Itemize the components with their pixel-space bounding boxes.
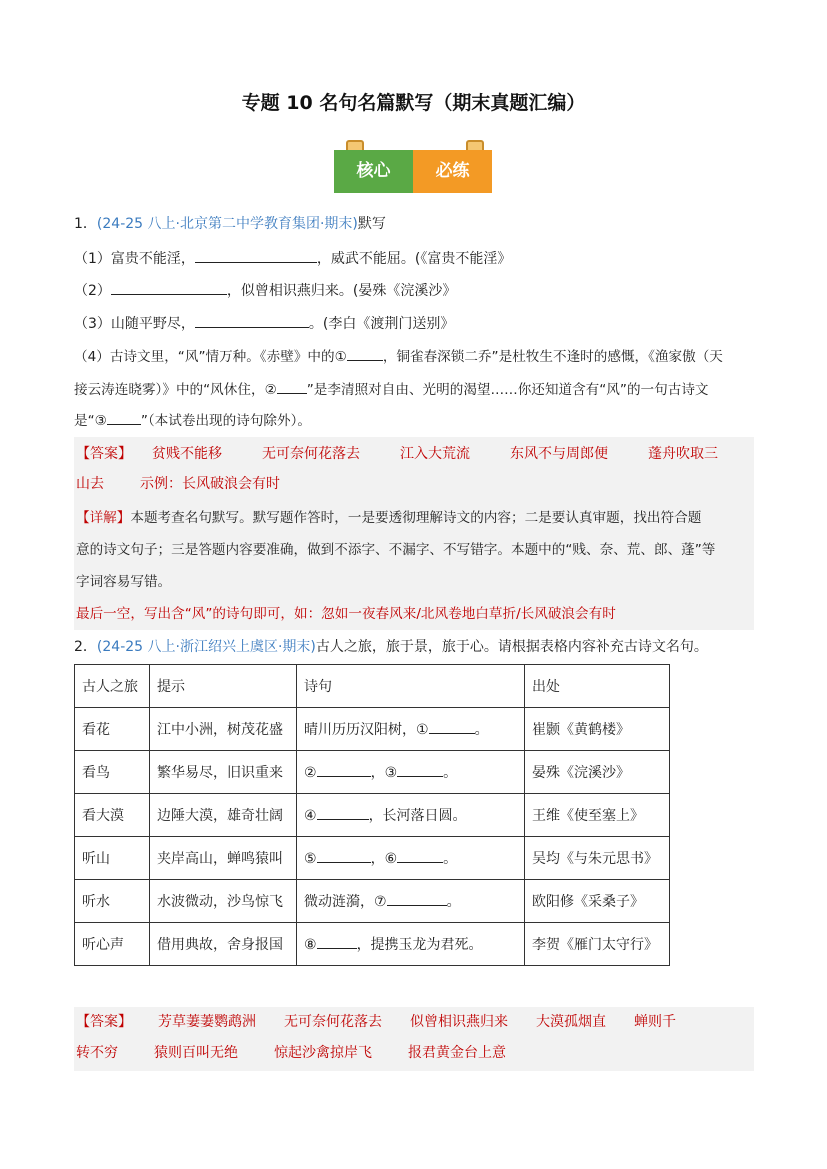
answer-item: 江入大荒流 bbox=[400, 446, 470, 462]
table-header-row bbox=[75, 665, 670, 708]
table-row bbox=[75, 880, 670, 923]
table-cell: 看花 bbox=[75, 708, 150, 751]
table-cell: 繁华易尽，旧识重来 bbox=[150, 751, 297, 794]
table-cell: ⑤ ，⑥ 。 bbox=[297, 837, 525, 880]
answer-blank[interactable] bbox=[111, 280, 227, 295]
badge-right-label: 必练 bbox=[413, 150, 492, 193]
answer-item: 芳草萋萋鹦鹉洲 bbox=[158, 1014, 256, 1030]
item-text: ”（本试卷出现的诗句除外）。 bbox=[140, 413, 311, 429]
q1-item-3 bbox=[74, 313, 764, 334]
answer-item: 似曾相识燕归来 bbox=[410, 1014, 508, 1030]
q1-detail-line-1 bbox=[76, 507, 701, 529]
answer-item: 无可奈何花落去 bbox=[262, 446, 360, 462]
answer-label: 【答案】 bbox=[76, 446, 132, 462]
answer-item: 蓬舟吹取三 bbox=[648, 446, 718, 462]
item-text: （3）山随平野尽， bbox=[74, 316, 195, 332]
answer-item: 贫贱不能移 bbox=[152, 446, 222, 462]
answer-item: 无可奈何花落去 bbox=[284, 1014, 382, 1030]
answer-label: 【答案】 bbox=[76, 1014, 132, 1030]
answer-blank[interactable] bbox=[317, 762, 371, 777]
table-cell: 夹岸高山，蝉鸣猿叫 bbox=[150, 837, 297, 880]
question-text: 古人之旅，旅于景，旅于心。请根据表格内容补充古诗文名句。 bbox=[315, 639, 708, 655]
answer-blank[interactable] bbox=[397, 848, 443, 863]
detail-label: 【详解】 bbox=[76, 510, 131, 526]
item-text: 接云涛连晓雾）》中的“风休住， bbox=[74, 382, 265, 398]
item-text: 。(李白《渡荆门送别》 bbox=[308, 316, 455, 332]
question-number: 2． bbox=[74, 639, 97, 655]
answer-item: 示例：长风破浪会有时 bbox=[140, 476, 280, 492]
item-text: （4）古诗文里，“风”情万种。《赤壁》中的 bbox=[74, 349, 335, 365]
q1-item-4-line-3 bbox=[74, 410, 764, 431]
table-cell: 借用典故，舍身报国 bbox=[150, 923, 297, 966]
q1-detail-line-4: 最后一空，写出含“风”的诗句即可，如：忽如一夜春风来/北风卷地白草折/长风破浪会有时 bbox=[76, 606, 616, 622]
question-number: 1． bbox=[74, 216, 97, 232]
item-text: （1）富贵不能淫， bbox=[74, 251, 195, 267]
table-cell: 欧阳修《采桑子》 bbox=[525, 880, 670, 923]
answer-blank[interactable] bbox=[107, 410, 141, 425]
item-text: ，铜雀春深锁二乔”是杜牧生不逢时的感慨，《渔家傲（天 bbox=[382, 349, 723, 365]
table-row bbox=[75, 794, 670, 837]
item-text: （2） bbox=[74, 283, 111, 299]
answer-blank[interactable] bbox=[277, 379, 307, 394]
answer-item: 转不穷 bbox=[76, 1045, 118, 1061]
table-cell: 吴均《与朱元思书》 bbox=[525, 837, 670, 880]
poem-table bbox=[74, 664, 670, 966]
table-cell: 微动涟漪，⑦ 。 bbox=[297, 880, 525, 923]
table-cell: 看鸟 bbox=[75, 751, 150, 794]
answer-blank[interactable] bbox=[317, 934, 357, 949]
item-text: ”是李清照对自由、光明的渴望……你还知道含有“风”的一句古诗文 bbox=[306, 382, 709, 398]
answer-blank[interactable] bbox=[317, 805, 369, 820]
table-cell: 崔颢《黄鹤楼》 bbox=[525, 708, 670, 751]
q1-answer-line-1 bbox=[76, 443, 718, 465]
table-header: 诗句 bbox=[297, 665, 525, 708]
answer-item: 猿则百叫无绝 bbox=[154, 1045, 238, 1061]
blank-marker: ① bbox=[334, 349, 347, 365]
q1-detail-line-3: 字词容易写错。 bbox=[76, 574, 172, 590]
table-cell: ② ，③ 。 bbox=[297, 751, 525, 794]
detail-text: 本题考查名句默写。默写题作答时，一是要透彻理解诗文的内容；二是要认真审题，找出符合题 bbox=[130, 510, 702, 526]
question-text: 默写 bbox=[357, 216, 386, 232]
table-row bbox=[75, 751, 670, 794]
table-cell: 水波微动，沙鸟惊飞 bbox=[150, 880, 297, 923]
answer-item: 大漠孤烟直 bbox=[536, 1014, 606, 1030]
item-text: 是“ bbox=[74, 413, 95, 429]
table-cell: 听山 bbox=[75, 837, 150, 880]
table-cell: 晏殊《浣溪沙》 bbox=[525, 751, 670, 794]
badge-left-label: 核心 bbox=[334, 150, 413, 193]
q1-answer-box bbox=[74, 437, 754, 630]
table-row bbox=[75, 708, 670, 751]
table-header: 出处 bbox=[525, 665, 670, 708]
item-text: ，威武不能屈。(《富贵不能淫》 bbox=[316, 251, 512, 267]
q1-item-2 bbox=[74, 280, 764, 301]
q2-answer-line-1 bbox=[76, 1011, 676, 1033]
q2-answer-box bbox=[74, 1007, 754, 1071]
q1-item-1 bbox=[74, 248, 764, 269]
answer-item: 蝉则千 bbox=[634, 1014, 676, 1030]
q1-item-4-line-1 bbox=[74, 346, 764, 367]
table-cell: ④ ，长河落日圆。 bbox=[297, 794, 525, 837]
question-source: (24-25 八上·北京第二中学教育集团·期末) bbox=[96, 216, 358, 232]
page-title: 专题 10 名句名篇默写（期末真题汇编） bbox=[241, 92, 586, 114]
table-cell: 边陲大漠，雄奇壮阔 bbox=[150, 794, 297, 837]
table-cell: 王维《使至塞上》 bbox=[525, 794, 670, 837]
table-header: 古人之旅 bbox=[75, 665, 150, 708]
answer-blank[interactable] bbox=[429, 719, 475, 734]
q1-item-4-line-2 bbox=[74, 379, 764, 400]
answer-blank[interactable] bbox=[317, 848, 371, 863]
table-cell: ⑧ ，提携玉龙为君死。 bbox=[297, 923, 525, 966]
table-cell: 晴川历历汉阳树，① 。 bbox=[297, 708, 525, 751]
answer-blank[interactable] bbox=[195, 313, 309, 328]
question-1-stem bbox=[74, 214, 764, 234]
table-cell: 看大漠 bbox=[75, 794, 150, 837]
core-practice-badge bbox=[334, 150, 492, 193]
blank-marker: ② bbox=[264, 382, 277, 398]
table-cell: 听心声 bbox=[75, 923, 150, 966]
table-cell: 李贺《雁门太守行》 bbox=[525, 923, 670, 966]
answer-blank[interactable] bbox=[397, 762, 443, 777]
answer-item: 报君黄金台上意 bbox=[408, 1045, 506, 1061]
table-cell: 听水 bbox=[75, 880, 150, 923]
item-text: ，似曾相识燕归来。(晏殊《浣溪沙》 bbox=[226, 283, 457, 299]
q1-answer-line-2 bbox=[76, 473, 280, 495]
q1-detail-line-2: 意的诗文句子；三是答题内容要准确，做到不添字、不漏字、不写错字。本题中的“贱、奈、荒、郎、蓬”等 bbox=[76, 542, 716, 558]
question-2-stem bbox=[74, 637, 764, 657]
answer-item: 东风不与周郎便 bbox=[510, 446, 608, 462]
question-source: (24-25 八上·浙江绍兴上虞区·期末) bbox=[96, 639, 316, 655]
answer-blank[interactable] bbox=[387, 891, 447, 906]
answer-blank[interactable] bbox=[347, 346, 383, 361]
table-row bbox=[75, 837, 670, 880]
answer-item: 山去 bbox=[76, 476, 104, 492]
answer-item: 惊起沙禽掠岸飞 bbox=[274, 1045, 372, 1061]
table-row bbox=[75, 923, 670, 966]
blank-marker: ③ bbox=[94, 413, 107, 429]
q2-answer-line-2 bbox=[76, 1042, 506, 1064]
answer-blank[interactable] bbox=[195, 248, 317, 263]
table-header: 提示 bbox=[150, 665, 297, 708]
table-cell: 江中小洲，树茂花盛 bbox=[150, 708, 297, 751]
